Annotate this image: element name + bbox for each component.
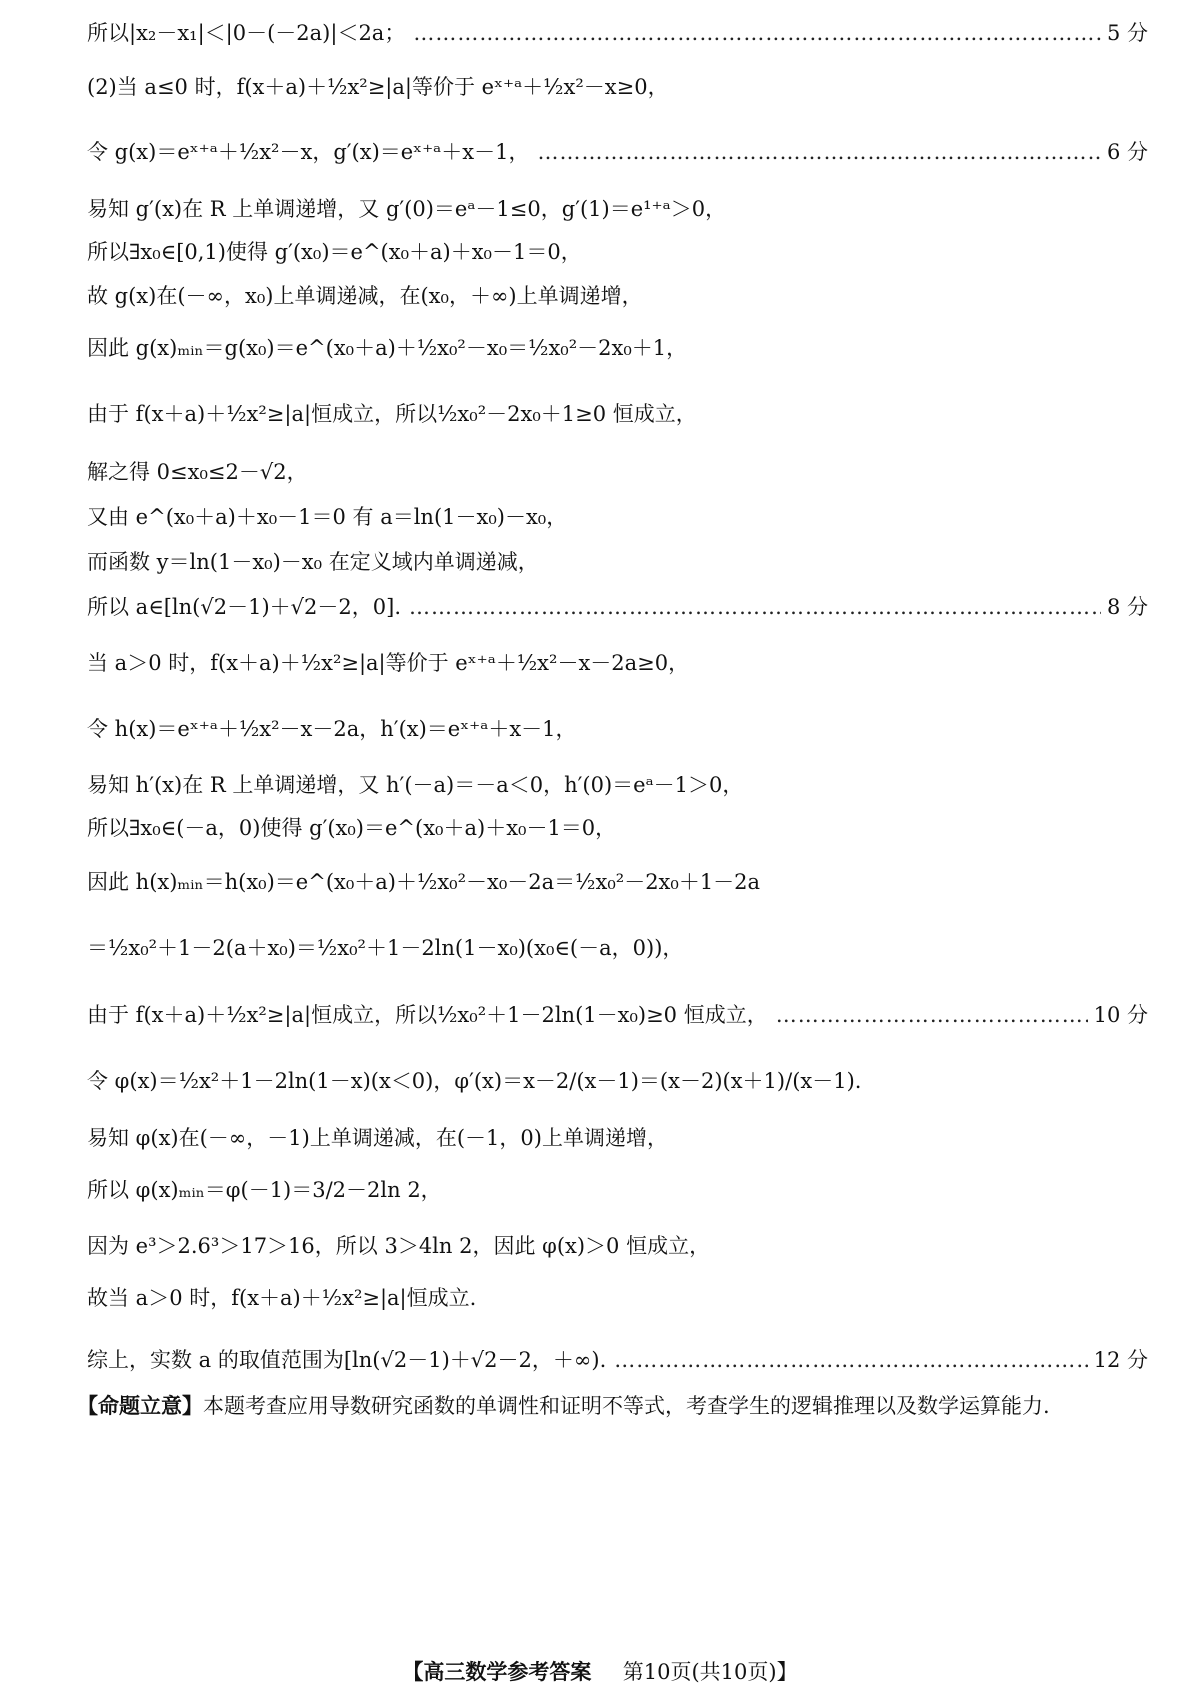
footer-title: 【高三数学参考答案 [402,1659,592,1684]
intent-note [77,1391,1148,1421]
solution-line-1 [87,18,1148,48]
solution-line-18 [87,933,1148,963]
intent-note-tag: 【命题立意】 [77,1393,203,1418]
line-text: (2)当 a≤0 时，f(x＋a)＋½x²≥|a|等价于 eˣ⁺ᵃ＋½x²－x≥0， [87,75,669,99]
footer-page-number: 第10页(共10页)】 [622,1660,798,1684]
line-text: 由于 f(x＋a)＋½x²≥|a|恒成立，所以½x₀²－2x₀＋1≥0 恒成立， [87,402,697,426]
solution-line-17 [87,867,1148,897]
score-label: 6 分 [1106,140,1148,164]
dot-leader [537,137,1100,167]
score-label: 12 分 [1093,1348,1148,1372]
solution-line-5 [87,237,1148,267]
line-text: 所以 a∈[ln(√2－1)＋√2－2，0]. [87,595,401,619]
score-label: 8 分 [1106,595,1148,619]
solution-line-9 [87,457,1148,487]
solution-line-13 [87,648,1148,678]
line-text: 当 a＞0 时，f(x＋a)＋½x²≥|a|等价于 eˣ⁺ᵃ＋½x²－x－2a≥0， [87,651,690,675]
solution-line-11 [87,547,1148,577]
solution-line-19 [87,1000,1148,1030]
line-text: 易知 g′(x)在 R 上单调递增，又 g′(0)＝eᵃ－1≤0，g′(1)＝e¹⁺ᵃ＞0， [87,197,727,221]
solution-line-25 [87,1345,1148,1375]
solution-line-14 [87,714,1148,744]
line-text: 解之得 0≤x₀≤2－√2， [87,460,308,484]
solution-line-2 [87,72,1148,102]
line-text: ＝½x₀²＋1－2(a＋x₀)＝½x₀²＋1－2ln(1－x₀)(x₀∈(－a，0))， [87,936,684,960]
line-text: 所以|x₂－x₁|＜|0－(－2a)|＜2a； [87,21,406,45]
line-text: 故当 a＞0 时，f(x＋a)＋½x²≥|a|恒成立. [87,1286,477,1310]
solution-line-6 [87,281,1148,311]
line-text: 故 g(x)在(－∞，x₀)上单调递减，在(x₀，＋∞)上单调递增， [87,284,643,308]
line-text: 所以 φ(x)ₘᵢₙ＝φ(－1)＝3/2－2ln 2， [87,1178,442,1202]
dot-leader [776,1000,1088,1030]
solution-line-4 [87,194,1148,224]
dot-leader [409,592,1101,622]
line-text: 易知 h′(x)在 R 上单调递增，又 h′(－a)＝－a＜0，h′(0)＝eᵃ－1＞0， [87,773,744,797]
solution-line-20 [87,1066,1148,1096]
dot-leader [614,1345,1087,1375]
line-text: 令 φ(x)＝½x²＋1－2ln(1－x)(x＜0)，φ′(x)＝x－2/(x－1)＝(x－2)(x＋1)/(x－1). [87,1069,862,1093]
line-text: 因为 e³＞2.6³＞17＞16，所以 3＞4ln 2，因此 φ(x)＞0 恒成立， [87,1234,711,1258]
line-text: 令 h(x)＝eˣ⁺ᵃ＋½x²－x－2a，h′(x)＝eˣ⁺ᵃ＋x－1， [87,717,577,741]
solution-line-21 [87,1123,1148,1153]
solution-line-16 [87,813,1148,843]
page-footer [0,1657,1200,1687]
solution-line-10 [87,502,1148,532]
line-text: 综上，实数 a 的取值范围为[ln(√2－1)＋√2－2，＋∞). [87,1348,607,1372]
line-text: 由于 f(x＋a)＋½x²≥|a|恒成立，所以½x₀²＋1－2ln(1－x₀)≥0 恒成立， [87,1003,768,1027]
line-text: 所以∃x₀∈[0,1)使得 g′(x₀)＝e^(x₀＋a)＋x₀－1＝0， [87,240,582,264]
line-text: 令 g(x)＝eˣ⁺ᵃ＋½x²－x，g′(x)＝eˣ⁺ᵃ＋x－1， [87,140,530,164]
solution-line-8 [87,399,1148,429]
solution-line-22 [87,1175,1148,1205]
score-label: 5 分 [1106,21,1148,45]
score-label: 10 分 [1093,1003,1148,1027]
intent-note-text: 本题考查应用导数研究函数的单调性和证明不等式，考查学生的逻辑推理以及数学运算能力. [203,1394,1050,1418]
line-text: 又由 e^(x₀＋a)＋x₀－1＝0 有 a＝ln(1－x₀)－x₀， [87,505,568,529]
line-text: 所以∃x₀∈(－a，0)使得 g′(x₀)＝e^(x₀＋a)＋x₀－1＝0， [87,816,617,840]
line-text: 易知 φ(x)在(－∞，－1)上单调递减，在(－1，0)上单调递增， [87,1126,668,1150]
solution-line-3 [87,137,1148,167]
solution-line-15 [87,770,1148,800]
line-text: 而函数 y＝ln(1－x₀)－x₀ 在定义域内单调递减， [87,550,539,574]
line-text: 因此 g(x)ₘᵢₙ＝g(x₀)＝e^(x₀＋a)＋½x₀²－x₀＝½x₀²－2x₀＋1， [87,336,688,360]
solution-line-12 [87,592,1148,622]
dot-leader [413,18,1101,48]
solution-line-7 [87,333,1148,363]
solution-line-23 [87,1231,1148,1261]
line-text: 因此 h(x)ₘᵢₙ＝h(x₀)＝e^(x₀＋a)＋½x₀²－x₀－2a＝½x₀²－2x₀＋1－2a [87,870,761,894]
solution-line-24 [87,1283,1148,1313]
